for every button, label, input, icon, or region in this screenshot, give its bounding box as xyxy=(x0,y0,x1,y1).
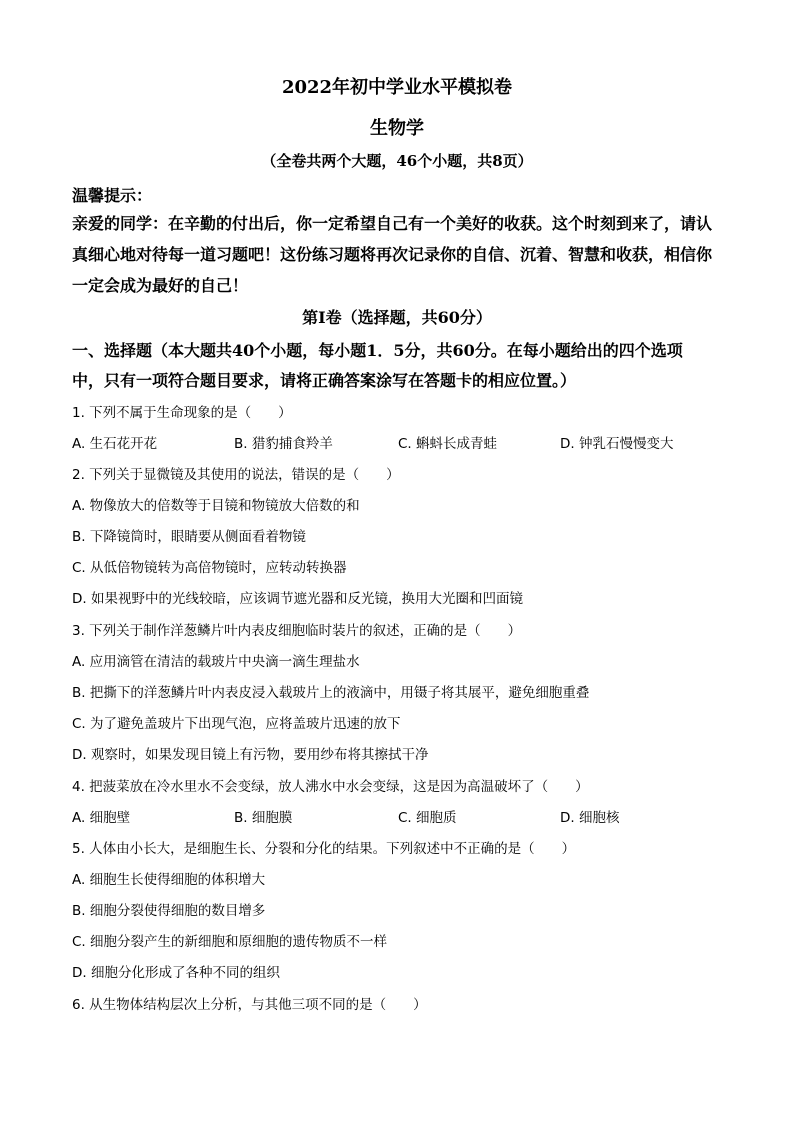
exam-note: （全卷共两个大题，46个小题，共8页） xyxy=(261,152,533,170)
option-b: B. 把撕下的洋葱鳞片叶内表皮浸入载玻片上的液滴中，用镊子将其展平，避免细胞重叠 xyxy=(72,685,590,701)
option-c: C. 为了避免盖玻片下出现气泡，应将盖玻片迅速的放下 xyxy=(72,716,401,732)
subject-title: 生物学 xyxy=(370,118,424,139)
option-a: A. 生石花开花 xyxy=(72,436,158,452)
option-c: C. 蝌蚪长成青蛙 xyxy=(398,436,498,452)
question-stem: 5. 人体由小长大，是细胞生长、分裂和分化的结果。下列叙述中不正确的是（ ） xyxy=(72,841,576,857)
option-c: C. 从低倍物镜转为高倍物镜时，应转动转换器 xyxy=(72,560,347,576)
question-stem: 1. 下列不属于生命现象的是（ ） xyxy=(72,405,292,421)
exam-title: 2022年初中学业水平模拟卷 xyxy=(281,77,513,98)
option-b: B. 细胞膜 xyxy=(234,810,293,826)
tips-line: 亲爱的同学：在辛勤的付出后，你一定希望自己有一个美好的收获。这个时刻到来了，请认 xyxy=(72,214,713,233)
tips-line: 真细心地对待每一道习题吧！这份练习题将再次记录你的自信、沉着、智慧和收获，相信你 xyxy=(72,245,713,264)
option-a: A. 应用滴管在清洁的载玻片中央滴一滴生理盐水 xyxy=(72,654,360,670)
option-c: C. 细胞分裂产生的新细胞和原细胞的遗传物质不一样 xyxy=(72,934,388,950)
option-d: D. 钟乳石慢慢变大 xyxy=(560,436,674,452)
question-stem: 2. 下列关于显微镜及其使用的说法，错误的是（ ） xyxy=(72,467,400,483)
option-a: A. 细胞壁 xyxy=(72,810,131,826)
option-b: B. 下降镜筒时，眼睛要从侧面看着物镜 xyxy=(72,529,306,545)
volume-title: 第Ⅰ卷（选择题，共60分） xyxy=(302,308,492,327)
option-b: B. 细胞分裂使得细胞的数目增多 xyxy=(72,903,266,919)
option-a: A. 物像放大的倍数等于目镜和物镜放大倍数的和 xyxy=(72,498,360,514)
tips-line: 一定会成为最好的自己！ xyxy=(72,276,249,295)
option-d: D. 细胞核 xyxy=(560,810,620,826)
section-heading: 中，只有一项符合题目要求，请将正确答案涂写在答题卡的相应位置。） xyxy=(72,371,577,390)
option-b: B. 猎豹捕食羚羊 xyxy=(234,436,333,452)
section-heading: 一、选择题（本大题共40个小题，每小题1．5分，共60分。在每小题给出的四个选项 xyxy=(72,341,683,360)
option-c: C. 细胞质 xyxy=(398,810,457,826)
option-d: D. 细胞分化形成了各种不同的组织 xyxy=(72,965,280,981)
tips-heading: 温馨提示： xyxy=(72,186,153,205)
question-stem: 4. 把菠菜放在冷水里水不会变绿，放人沸水中水会变绿，这是因为高温破坏了（ ） xyxy=(72,779,589,795)
question-stem: 3. 下列关于制作洋葱鳞片叶内表皮细胞临时装片的叙述，正确的是（ ） xyxy=(72,623,522,639)
question-stem: 6. 从生物体结构层次上分析，与其他三项不同的是（ ） xyxy=(72,997,427,1013)
option-d: D. 观察时，如果发现目镜上有污物，要用纱布将其擦拭干净 xyxy=(72,747,429,763)
option-d: D. 如果视野中的光线较暗，应该调节遮光器和反光镜，换用大光圈和凹面镜 xyxy=(72,591,523,607)
option-a: A. 细胞生长使得细胞的体积增大 xyxy=(72,872,266,888)
